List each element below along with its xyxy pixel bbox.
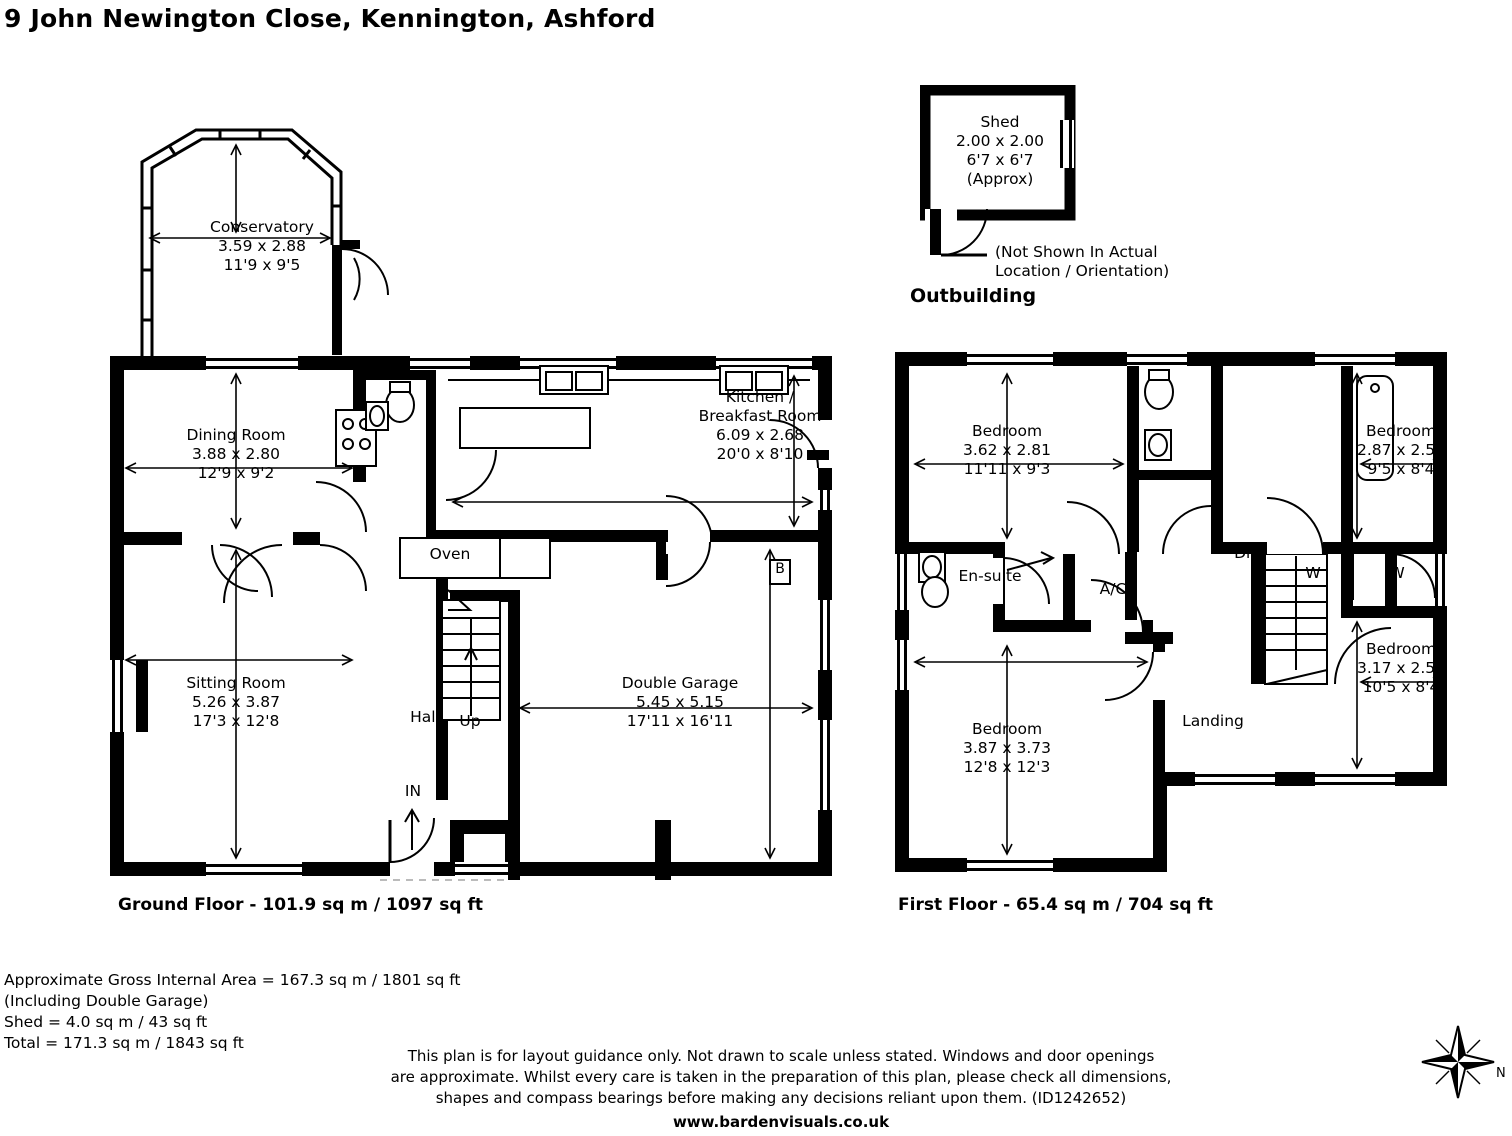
room-label-bedroom-3 <box>1327 640 1475 697</box>
outbuilding-note-line1: (Not Shown In Actual <box>995 243 1158 261</box>
bedroom3-imperial: 10'5 x 8'4 <box>1362 678 1440 696</box>
room-label-bedroom-1 <box>933 422 1081 479</box>
bedroom4-metric: 3.87 x 3.73 <box>962 739 1052 757</box>
outbuilding-heading: Outbuilding <box>910 285 1037 307</box>
label-hall: Hall <box>410 708 440 726</box>
room-label-dining <box>152 426 320 483</box>
kitchen-metric: 6.09 x 2.68 <box>715 426 805 444</box>
dining-name: Dining Room <box>186 426 286 444</box>
summary-line2: (Including Double Garage) <box>4 992 209 1010</box>
compass-north-label: N <box>1496 1066 1506 1081</box>
disclaimer-line3: shapes and compass bearings before making any decisions reliant upon them. (ID1242652) <box>435 1089 1127 1107</box>
shed-imperial: 6'7 x 6'7 <box>966 151 1034 169</box>
label-in: IN <box>404 782 422 800</box>
summary-line3: Shed = 4.0 sq m / 43 sq ft <box>4 1013 208 1031</box>
bedroom3-metric: 3.17 x 2.54 <box>1356 659 1446 677</box>
label-oven: Oven <box>429 545 471 563</box>
dining-imperial: 12'9 x 9'2 <box>197 464 275 482</box>
kitchen-name: Kitchen / <box>725 388 795 406</box>
label-boiler: B <box>775 561 785 577</box>
bedroom3-name: Bedroom <box>1365 640 1437 658</box>
room-label-kitchen <box>670 388 850 464</box>
label-ac: A/C <box>1099 580 1127 598</box>
bedroom1-name: Bedroom <box>971 422 1043 440</box>
ground-floor-plan <box>110 120 850 890</box>
bedroom1-metric: 3.62 x 2.81 <box>962 441 1052 459</box>
label-wardrobe-2: W <box>1389 564 1405 582</box>
conservatory-imperial: 11'9 x 9'5 <box>223 256 301 274</box>
label-landing: Landing <box>1182 712 1244 730</box>
bedroom1-imperial: 11'11 x 9'3 <box>963 460 1051 478</box>
kitchen-imperial: 20'0 x 8'10 <box>716 445 804 463</box>
ground-floor-caption: Ground Floor - 101.9 sq m / 1097 sq ft <box>118 895 484 915</box>
compass-rose <box>1418 1022 1508 1112</box>
website-link[interactable]: www.bardenvisuals.co.uk <box>672 1113 890 1131</box>
conservatory-name: Conservatory <box>210 218 314 236</box>
label-wardrobe-1: W <box>1305 564 1321 582</box>
conservatory-metric: 3.59 x 2.88 <box>217 237 307 255</box>
bedroom2-name: Bedroom <box>1365 422 1437 440</box>
first-floor-plan <box>895 352 1455 892</box>
summary-line1: Approximate Gross Internal Area = 167.3 sq m / 1801 sq ft <box>4 971 461 989</box>
shed-name: Shed <box>980 113 1020 131</box>
outbuilding-note <box>995 243 1169 281</box>
bedroom2-metric: 2.87 x 2.53 <box>1356 441 1446 459</box>
bedroom4-name: Bedroom <box>971 720 1043 738</box>
label-ensuite: En-suite <box>958 567 1022 585</box>
shed-approx: (Approx) <box>966 170 1034 188</box>
garage-name: Double Garage <box>621 674 739 692</box>
disclaimer-line1: This plan is for layout guidance only. Not drawn to scale unless stated. Windows and door openings <box>407 1047 1155 1065</box>
summary-line4: Total = 171.3 sq m / 1843 sq ft <box>4 1034 244 1052</box>
kitchen-name2: Breakfast Room <box>698 407 822 425</box>
disclaimer-line2: are approximate. Whilst every care is taken in the preparation of this plan, please check all dimensions, <box>390 1068 1172 1086</box>
room-label-bedroom-4 <box>933 720 1081 777</box>
disclaimer <box>356 1046 1206 1133</box>
label-dn: Dn <box>1234 544 1256 562</box>
area-summary <box>4 970 461 1054</box>
room-label-sitting <box>152 674 320 731</box>
dining-metric: 3.88 x 2.80 <box>191 445 281 463</box>
sitting-imperial: 17'3 x 12'8 <box>192 712 280 730</box>
bedroom4-imperial: 12'8 x 12'3 <box>963 758 1051 776</box>
room-label-conservatory <box>178 218 346 275</box>
page-title: 9 John Newington Close, Kennington, Ashford <box>4 4 656 33</box>
room-label-garage <box>580 674 780 731</box>
first-floor-caption: First Floor - 65.4 sq m / 704 sq ft <box>898 895 1214 915</box>
outbuilding-note-line2: Location / Orientation) <box>995 262 1170 280</box>
garage-imperial: 17'11 x 16'11 <box>626 712 734 730</box>
room-label-bedroom-2 <box>1327 422 1475 479</box>
bedroom2-imperial: 9'5 x 8'4 <box>1367 460 1435 478</box>
sitting-metric: 5.26 x 3.87 <box>191 693 281 711</box>
sitting-name: Sitting Room <box>186 674 286 692</box>
garage-metric: 5.45 x 5.15 <box>635 693 725 711</box>
label-up: Up <box>459 712 481 730</box>
shed-metric: 2.00 x 2.00 <box>955 132 1045 150</box>
